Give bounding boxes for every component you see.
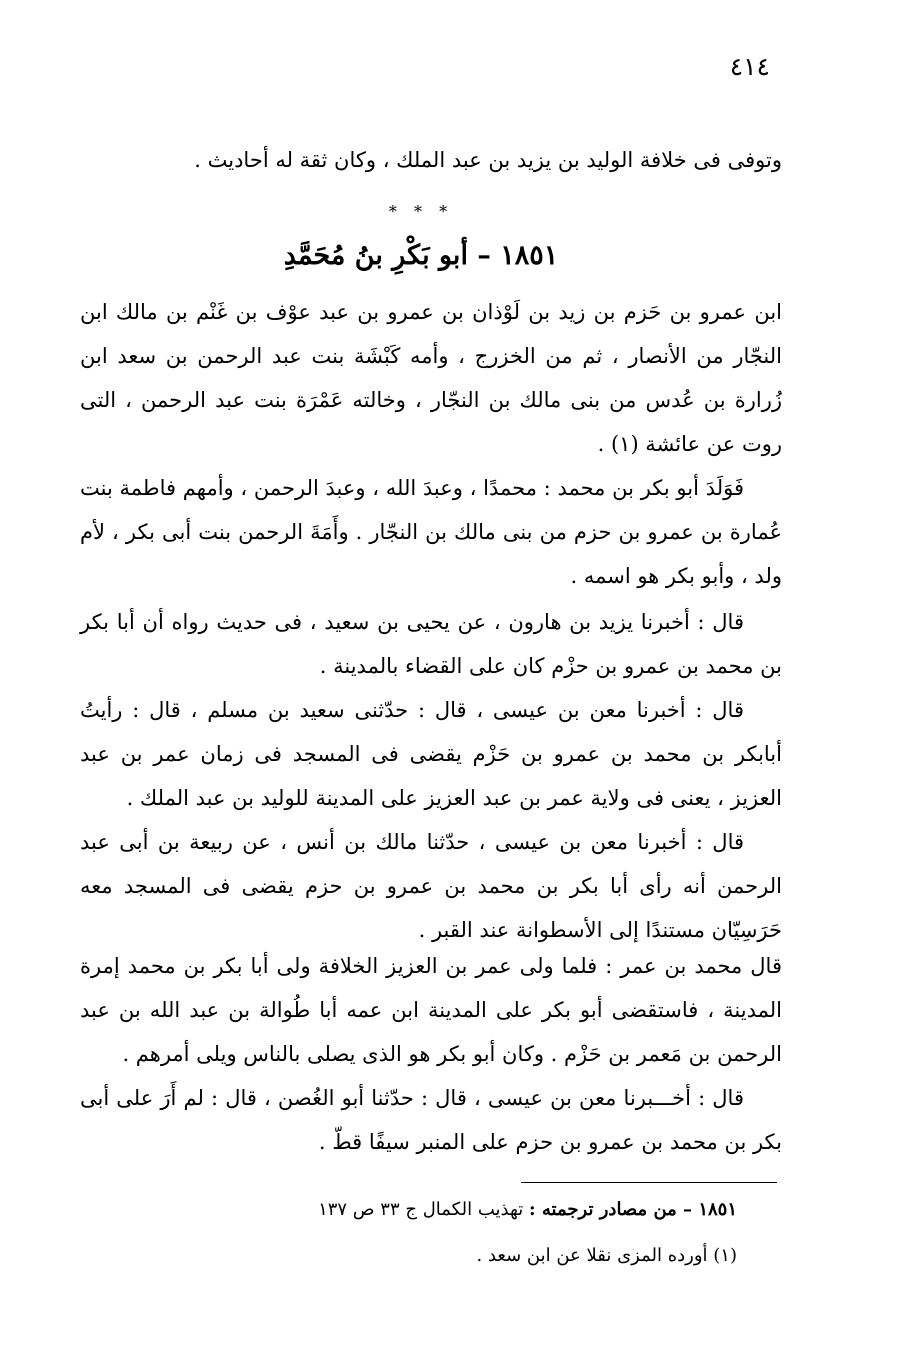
footnote-sources-text: تهذيب الكمال ج ٣٣ ص ١٣٧ [318, 1199, 524, 1220]
paragraph-lineage: ابن عمرو بن حَزم بن زيد بن لَوْذان بن عمرو بن عبد عوْف بن غَنْم بن مالك ابن النجّار من الأنصار ، ثم من الخزرج ، وأمه كَبْشَة بنت عبد الرحمن بن سعد ابن زُرارة بن عُدس من بنى مالك بن النجّار ، وخالته عَمْرَة بنت عبد الرحمن ، التى روت عن عائشة (١) . [80, 300, 782, 456]
intro-line: وتوفى فى خلافة الوليد بن يزيد بن عبد الملك ، وكان ثقة له أحاديث . [194, 148, 782, 172]
footnote-sources [318, 1196, 737, 1224]
entry-dash: – [477, 240, 491, 271]
footnote-1: (١) أورده المزى نقلا عن ابن سعد . [476, 1245, 737, 1266]
footnote-divider [521, 1182, 777, 1183]
paragraph-narration-2: قال : أخبرنا معن بن عيسى ، قال : حدّثنى سعيد بن مسلم ، قال : رأيتُ أبابكر بن محمد بن عمرو بن حَزْم يقضى فى المسجد فى زمان عمر بن عبد العزيز ، يعنى فى ولاية عمر بن عبد العزيز على المدينة للوليد بن عبد الملك . [80, 698, 782, 810]
footnote-sources-label: ١٨٥١ – من مصادر ترجمته : [529, 1199, 737, 1220]
entry-heading [0, 240, 902, 271]
paragraph-children: فَوَلَدَ أبو بكر بن محمد : محمدًا ، وعبدَ الله ، وعبدَ الرحمن ، وأمهم فاطمة بنت عُمارة بن عمرو بن حزم من بنى مالك بن النجّار . وأَمَةَ الرحمن بنت أبى بكر ، لأم ولد ، وأبو بكر هو اسمه . [80, 476, 782, 588]
section-separator: * * * [388, 202, 454, 221]
paragraph-narration-4: قال محمد بن عمر : فلما ولى عمر بن العزيز الخلافة ولى أبا بكر بن محمد إمرة المدينة ، فاستقضى أبو بكر على المدينة ابن عمه أبا طُوالة بن عبد الله بن عبد الرحمن بن مَعمر بن حَزْم . وكان أبو بكر هو الذى يصلى بالناس ويلى أمرهم . [80, 954, 782, 1066]
entry-number: ١٨٥١ [500, 240, 559, 271]
paragraph-narration-3: قال : أخبرنا معن بن عيسى ، حدّثنا مالك بن أنس ، عن ربيعة بن أبى عبد الرحمن أنه رأى أبا بكر بن محمد بن عمرو بن حزم يقضى فى المسجد معه حَرَسِيّان مستندًا إلى الأسطوانة عند القبر . [80, 830, 782, 942]
page-number: ٤١٤ [729, 52, 770, 81]
paragraph-narration-5: قال : أخـــبرنا معن بن عيسى ، قال : حدّثنا أبو الغُصن ، قال : لم أَرَ على أبى بكر بن محمد بن عمرو بن حزم على المنبر سيفًا قطّ . [80, 1086, 782, 1154]
entry-name: أبو بَكْرِ بنُ مُحَمَّدِ [283, 240, 468, 271]
paragraph-narration-1: قال : أخبرنا يزيد بن هارون ، عن يحيى بن سعيد ، فى حديث رواه أن أبا بكر بن محمد بن عمرو بن حزْم كان على القضاء بالمدينة . [80, 610, 782, 678]
